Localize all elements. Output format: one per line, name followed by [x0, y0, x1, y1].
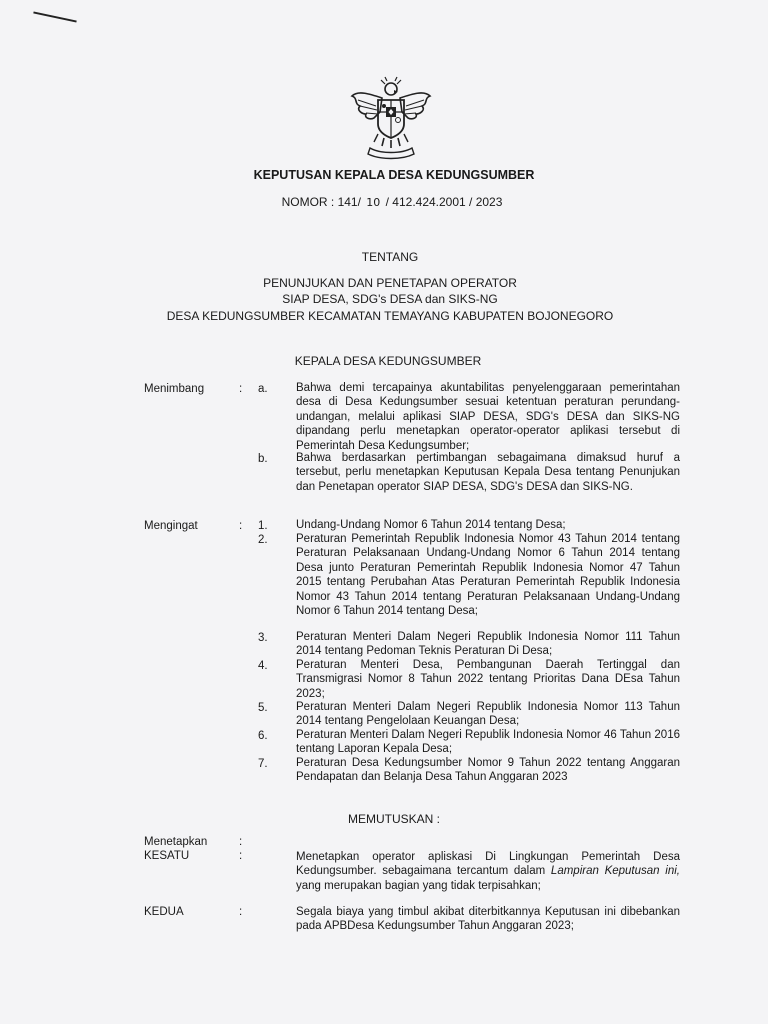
- colon: :: [239, 520, 243, 532]
- menetapkan-label: Menetapkan: [144, 836, 208, 848]
- mengingat-item: Peraturan Menteri Dalam Negeri Republik Indonesia Nomor 113 Tahun 2014 tentang Pengelolaan Keuangan Desa;: [296, 701, 680, 728]
- kesatu-text-a: Menetapkan operator apliskasi Di Lingkungan Pemerintah Desa Kedungsumber. sebagaimana tercantum dalam: [296, 851, 680, 878]
- kedua-text: Segala biaya yang timbul akibat diterbitkannya Keputusan ini dibebankan pada APBDesa Kedungsumber Tahun Anggaran 2023;: [296, 906, 680, 933]
- kesatu-text-b: yang merupakan bagian yang tidak terpisahkan;: [296, 879, 541, 892]
- kedua-label: KEDUA: [144, 906, 184, 918]
- item-marker: 4.: [258, 660, 268, 672]
- colon: :: [239, 383, 243, 395]
- item-marker: b.: [258, 453, 268, 465]
- mengingat-label: Mengingat: [144, 520, 198, 532]
- mengingat-item: Undang-Undang Nomor 6 Tahun 2014 tentang Desa;: [296, 519, 566, 531]
- mengingat-item: Peraturan Desa Kedungsumber Nomor 9 Tahun 2022 tentang Anggaran Pendapatan dan Belanja Desa Tahun Anggaran 2023: [296, 757, 680, 784]
- kesatu-text: [296, 850, 680, 893]
- menimbang-item: Bahwa berdasarkan pertimbangan sebagaimana dimaksud huruf a tersebut, perlu menetapkan Keputusan Kepala Desa tentang Penunjukan dan Penetapan operator SIAP DESA, SDG's DESA dan SIKS-NG.: [296, 452, 680, 493]
- about-heading: TENTANG: [361, 250, 419, 264]
- colon: :: [239, 836, 243, 848]
- item-marker: 1.: [258, 520, 268, 532]
- item-marker: 6.: [258, 730, 268, 742]
- decree-number-suffix: / 412.424.2001 / 2023: [385, 195, 503, 209]
- decree-title: KEPUTUSAN KEPALA DESA KEDUNGSUMBER: [253, 168, 535, 182]
- subject-line: DESA KEDUNGSUMBER KECAMATAN TEMAYANG KABUPATEN BOJONEGORO: [166, 309, 614, 323]
- issuer-heading: KEPALA DESA KEDUNGSUMBER: [294, 354, 482, 368]
- garuda-emblem-icon: [348, 76, 434, 162]
- decree-number-prefix: NOMOR : 141/: [281, 195, 361, 209]
- mengingat-item: Peraturan Menteri Dalam Negeri Republik Indonesia Nomor 111 Tahun 2014 tentang Pedoman Teknis Peraturan Di Desa;: [296, 631, 680, 658]
- decree-number-handwritten: 10: [366, 196, 381, 209]
- subject-line: PENUNJUKAN DAN PENETAPAN OPERATOR: [263, 276, 517, 290]
- kesatu-label: KESATU: [144, 850, 190, 862]
- decree-number: [8, 195, 768, 209]
- colon: :: [239, 850, 243, 862]
- item-marker: 3.: [258, 632, 268, 644]
- pen-mark: [33, 11, 76, 22]
- item-marker: 7.: [258, 758, 268, 770]
- subject-line: SIAP DESA, SDG's DESA dan SIKS-NG: [282, 292, 498, 306]
- colon: :: [239, 906, 243, 918]
- item-marker: a.: [258, 383, 268, 395]
- item-marker: 5.: [258, 702, 268, 714]
- mengingat-item: Peraturan Pemerintah Republik Indonesia Nomor 43 Tahun 2014 tentang Peraturan Pelaksanaan Undang-Undang Nomor 6 Tahun 2014 tentang Desa junto Peraturan Pemerintah Republik Indonesia Nomor 47 Tahun 2015 tentang Perubahan Atas Peraturan Pemerintah Republik Indonesia Nomor 43 Tahun 2014 tentang Peraturan Pelaksanaan Undang-Undang Nomor 6 Tahun 2014 tentang Desa;: [296, 533, 680, 618]
- item-marker: 2.: [258, 534, 268, 546]
- mengingat-item: Peraturan Menteri Desa, Pembangunan Daerah Tertinggal dan Transmigrasi Nomor 8 Tahun 2022 tentang Prioritas Dana DEsa Tahun 2023;: [296, 659, 680, 700]
- mengingat-item: Peraturan Menteri Dalam Negeri Republik Indonesia Nomor 46 Tahun 2016 tentang Laporan Kepala Desa;: [296, 729, 680, 756]
- decision-heading: MEMUTUSKAN :: [347, 812, 440, 826]
- menimbang-item: Bahwa demi tercapainya akuntabilitas penyelenggaraan pemerintahan desa di Desa Kedungsumber sesuai ketentuan peraturan perundang-undangan, melalui aplikasi SIAP DESA, SDG's DESA dan SIKS-NG dipandang perlu menetapkan operator-operator aplikasi tersebut di Pemerintah Desa Kedungsumber;: [296, 382, 680, 452]
- kesatu-text-italic: Lampiran Keputusan ini,: [550, 865, 680, 878]
- menimbang-label: Menimbang: [144, 383, 205, 395]
